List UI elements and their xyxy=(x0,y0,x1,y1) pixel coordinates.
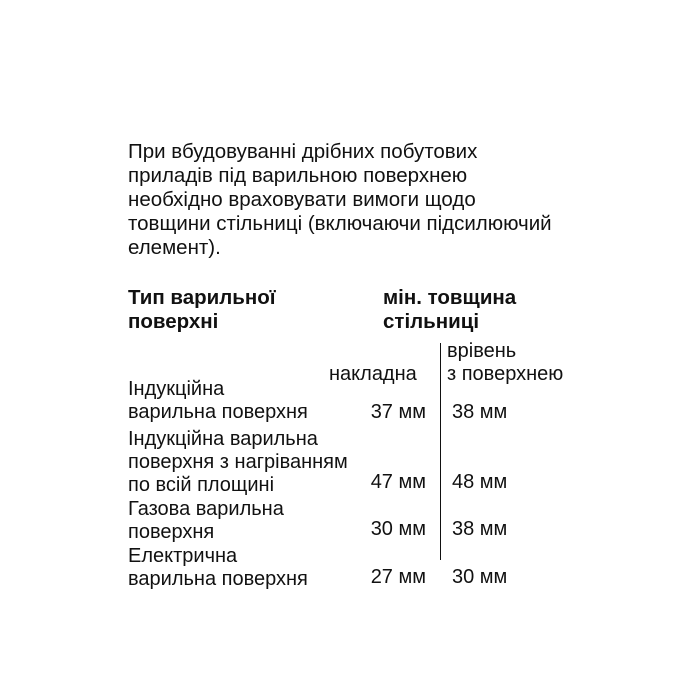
overlay-value: 37 мм xyxy=(370,401,426,423)
hob-name-line: по всій площині xyxy=(128,474,275,496)
hob-name xyxy=(128,378,368,424)
intro-line: товщини стільниці (включаючи підсилюючий xyxy=(128,212,552,235)
hob-name-line: варильна поверхня xyxy=(128,568,308,590)
hob-name-line: Газова варильна xyxy=(128,498,284,520)
subheader-flush xyxy=(447,340,563,386)
header-line: мін. товщина xyxy=(383,286,517,309)
flush-value: 30 мм xyxy=(452,566,508,588)
overlay-value: 30 мм xyxy=(370,518,426,540)
intro-line: необхідно враховувати вимоги щодо xyxy=(128,188,476,211)
header-hob-type xyxy=(128,286,276,334)
hob-name-line: поверхня xyxy=(128,521,215,543)
hob-name xyxy=(128,545,368,591)
subheader-line: врівень xyxy=(447,340,517,362)
subheader-overlay-text: накладна xyxy=(329,363,417,385)
overlay-value: 27 мм xyxy=(370,566,426,588)
header-line: стільниці xyxy=(383,310,480,333)
hob-name-line: поверхня з нагріванням xyxy=(128,451,348,473)
header-line: Тип варильної xyxy=(128,286,276,309)
flush-value: 38 мм xyxy=(452,401,508,423)
intro-line: елемент). xyxy=(128,236,221,259)
flush-value: 38 мм xyxy=(452,518,508,540)
subheader-line: з поверхнею xyxy=(447,363,564,385)
column-divider xyxy=(440,343,441,560)
hob-name xyxy=(128,428,368,497)
intro-line: приладів під варильною поверхнею xyxy=(128,164,468,187)
intro-paragraph xyxy=(128,140,598,260)
hob-name-line: варильна поверхня xyxy=(128,401,308,423)
intro-line: При вбудовуванні дрібних побутових xyxy=(128,140,478,163)
header-line: поверхні xyxy=(128,310,219,333)
header-min-thickness xyxy=(383,286,516,334)
hob-name-line: Електрична xyxy=(128,545,238,567)
hob-name xyxy=(128,498,368,544)
flush-value: 48 мм xyxy=(452,471,508,493)
hob-name-line: Індукційна варильна xyxy=(128,428,318,450)
hob-name-line: Індукційна xyxy=(128,378,225,400)
overlay-value: 47 мм xyxy=(370,471,426,493)
